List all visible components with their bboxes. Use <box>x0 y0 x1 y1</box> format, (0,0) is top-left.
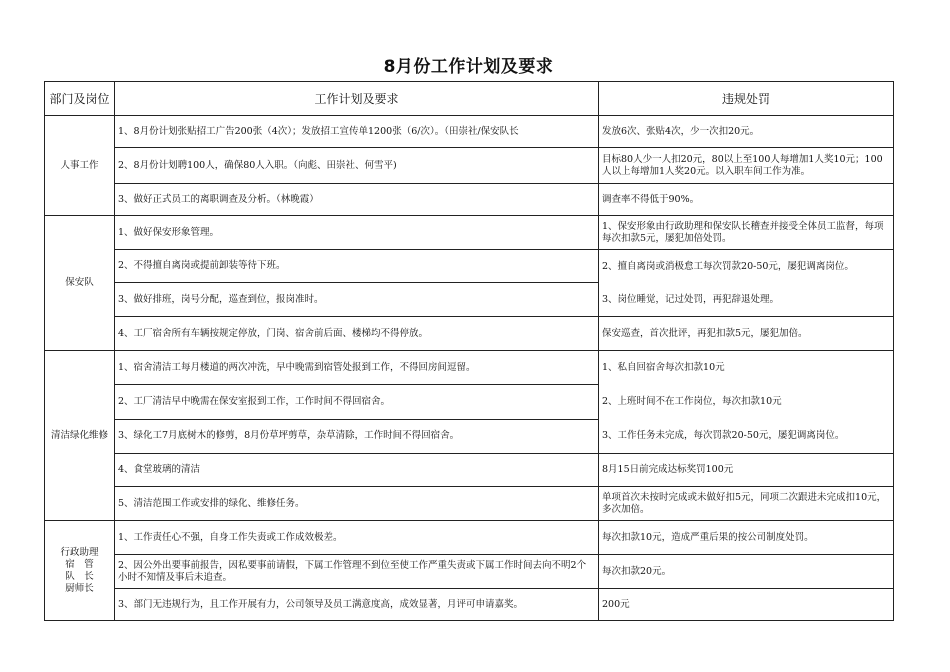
task-cell: 4、食堂玻璃的清洁 <box>115 454 599 487</box>
page-title: 8月份工作计划及要求 <box>383 57 554 77</box>
task-cell: 3、做好正式员工的离职调查及分析。（林晚霞） <box>115 184 599 216</box>
penalty-cell: 目标80人少一人扣20元，80以上至100人每增加1人奖10元；100人以上每增加1人奖20元。以入职车间工作为准。 <box>599 148 894 184</box>
task-cell: 2、8月份计划聘100人，确保80人入职。（向彪、田崇社、何雪平) <box>115 148 599 184</box>
task-cell: 4、工厂宿舍所有车辆按规定停放，门岗、宿舍前后面、楼梯均不得停放。 <box>115 317 599 351</box>
penalty-cell: 发放6次、张贴4次，少一次扣20元。 <box>599 116 894 148</box>
dept-cell-cleaning: 清洁绿化维修 <box>45 351 115 521</box>
penalty-line: 3、工作任务未完成，每次罚款20-50元，屡犯调离岗位。 <box>602 430 845 441</box>
task-cell: 3、做好排班，岗号分配，巡查到位，报岗准时。 <box>115 283 599 317</box>
table-row <box>45 250 894 283</box>
task-cell: 3、部门无违规行为，且工作开展有力，公司领导及员工满意度高，成效显著，月评可申请嘉奖。 <box>115 589 599 621</box>
penalty-cell <box>599 250 894 317</box>
penalty-cell: 1、保安形象由行政助理和保安队长稽查并接受全体员工监督，每项每次扣款5元，屡犯加倍处罚。 <box>599 216 894 250</box>
task-cell: 1、工作责任心不强，自身工作失责或工作成效极差。 <box>115 521 599 555</box>
dept-cell-security: 保安队 <box>45 216 115 351</box>
penalty-cell: 8月15日前完成达标奖罚100元 <box>599 454 894 487</box>
table-row <box>45 454 894 487</box>
table-row <box>45 589 894 621</box>
work-plan-table <box>44 81 894 621</box>
table-row <box>45 351 894 385</box>
penalty-line: 3、岗位睡觉，记过处罚，再犯辞退处理。 <box>602 294 780 305</box>
task-cell: 1、8月份计划张贴招工广告200张（4次）；发放招工宣传单1200张（6/次）。（田崇社/保安队长 <box>115 116 599 148</box>
table-row <box>45 148 894 184</box>
table-row <box>45 216 894 250</box>
dept-cell-hr: 人事工作 <box>45 116 115 216</box>
penalty-cell <box>599 351 894 454</box>
table-row <box>45 555 894 589</box>
penalty-cell: 调查率不得低于90%。 <box>599 184 894 216</box>
table-row <box>45 184 894 216</box>
table-row <box>45 317 894 351</box>
task-cell: 2、工厂清洁早中晚需在保安室报到工作，工作时间不得回宿舍。 <box>115 385 599 419</box>
penalty-cell: 保安巡查，首次批评，再犯扣款5元，屡犯加倍。 <box>599 317 894 351</box>
task-cell: 5、清洁范围工作或安排的绿化、维修任务。 <box>115 487 599 521</box>
table-row <box>45 521 894 555</box>
header-dept: 部门及岗位 <box>45 82 115 116</box>
header-penalty: 违规处罚 <box>599 82 894 116</box>
task-cell: 2、因公外出要事前报告，因私要事前请假，下属工作管理不到位至使工作严重失责或下属工作时间去向不明2个小时不知情及事后未追查。 <box>115 555 599 589</box>
dept-cell-admin: 行政助理 宿 管 队 长 厨师长 <box>45 521 115 621</box>
task-cell: 1、宿舍清洁工每月楼道的两次冲洗，早中晚需到宿管处报到工作，不得回房间逗留。 <box>115 351 599 385</box>
penalty-cell: 每次扣款20元。 <box>599 555 894 589</box>
penalty-cell: 单项首次未按时完成或未做好扣5元，同项二次跟进未完成扣10元，多次加倍。 <box>599 487 894 521</box>
task-cell: 2、不得擅自离岗或提前卸装等待下班。 <box>115 250 599 283</box>
penalty-cell: 200元 <box>599 589 894 621</box>
penalty-line: 2、擅自离岗或消极怠工每次罚款20-50元，屡犯调离岗位。 <box>602 261 854 272</box>
task-cell: 1、做好保安形象管理。 <box>115 216 599 250</box>
table-row <box>45 116 894 148</box>
penalty-line: 2、上班时间不在工作岗位，每次扣款10元 <box>602 396 782 407</box>
table-row <box>45 487 894 521</box>
header-plan: 工作计划及要求 <box>115 82 599 116</box>
header-row <box>45 82 894 116</box>
penalty-cell: 每次扣款10元，造成严重后果的按公司制度处罚。 <box>599 521 894 555</box>
task-cell: 3、绿化工7月底树木的修剪，8月份草坪剪草，杂草清除，工作时间不得回宿舍。 <box>115 419 599 453</box>
penalty-line: 1、私自回宿舍每次扣款10元 <box>602 362 725 373</box>
